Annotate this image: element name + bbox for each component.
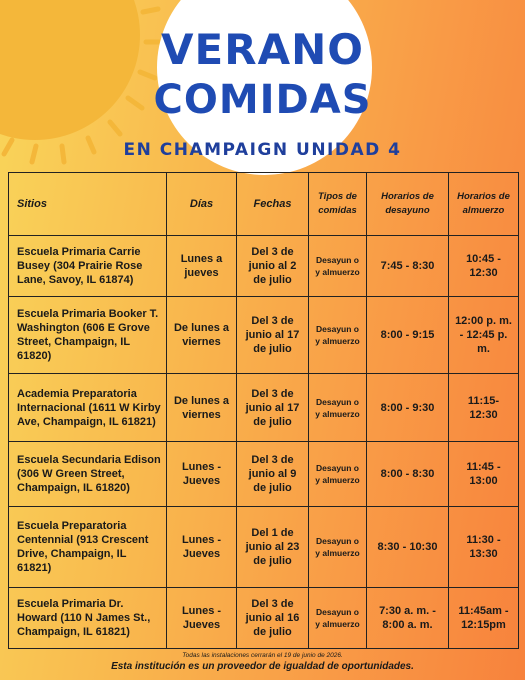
cell-sitio: Escuela Preparatoria Centennial (913 Crescent Drive, Champaign, IL 61821) (9, 507, 167, 588)
header-almuerzo: Horarios de almuerzo (449, 173, 519, 236)
cell-tipos: Desayun o y almuerzo (309, 236, 367, 297)
title-line-1: VERANO (161, 25, 364, 74)
header-desayuno: Horarios de desayuno (367, 173, 449, 236)
table-row (9, 442, 519, 507)
table-row (9, 374, 519, 442)
header-tipos: Tipos de comidas (309, 173, 367, 236)
cell-dias: Lunes - Jueves (167, 442, 237, 507)
header-fechas: Fechas (237, 173, 309, 236)
cell-dias: De lunes a viernes (167, 297, 237, 374)
meal-sites-table (8, 172, 519, 649)
cell-sitio: Academia Preparatoria Internacional (1611 W Kirby Ave, Champaign, IL 61821) (9, 374, 167, 442)
cell-desayuno: 8:00 - 8:30 (367, 442, 449, 507)
cell-desayuno: 8:00 - 9:30 (367, 374, 449, 442)
header-sitios: Sitios (9, 173, 167, 236)
cell-dias: Lunes - Jueves (167, 588, 237, 649)
cell-dias: De lunes a viernes (167, 374, 237, 442)
cell-tipos: Desayun o y almuerzo (309, 374, 367, 442)
cell-sitio: Escuela Primaria Dr. Howard (110 N James St., Champaign, IL 61821) (9, 588, 167, 649)
title-line-2: COMIDAS (153, 77, 372, 123)
cell-almuerzo: 12:00 p. m. - 12:45 p. m. (449, 297, 519, 374)
cell-fechas: Del 3 de junio al 16 de julio (237, 588, 309, 649)
cell-sitio: Escuela Primaria Booker T. Washington (606 E Grove Street, Champaign, IL 61820) (9, 297, 167, 374)
cell-fechas: Del 3 de junio al 9 de julio (237, 442, 309, 507)
cell-tipos: Desayun o y almuerzo (309, 442, 367, 507)
cell-almuerzo: 11:45 - 13:00 (449, 442, 519, 507)
table-header-row (9, 173, 519, 236)
cell-sitio: Escuela Primaria Carrie Busey (304 Prairie Rose Lane, Savoy, IL 61874) (9, 236, 167, 297)
cell-tipos: Desayun o y almuerzo (309, 297, 367, 374)
cell-desayuno: 8:30 - 10:30 (367, 507, 449, 588)
cell-fechas: Del 3 de junio al 2 de julio (237, 236, 309, 297)
subtitle: EN CHAMPAIGN UNIDAD 4 (123, 140, 402, 160)
cell-desayuno: 7:30 a. m. - 8:00 a. m. (367, 588, 449, 649)
cell-tipos: Desayun o y almuerzo (309, 588, 367, 649)
cell-almuerzo: 11:45am - 12:15pm (449, 588, 519, 649)
cell-dias: Lunes a jueves (167, 236, 237, 297)
table-row (9, 507, 519, 588)
cell-fechas: Del 1 de junio al 23 de julio (237, 507, 309, 588)
closing-note: Todas las instalaciones cerrarán el 19 de junio de 2026. (182, 652, 343, 659)
header-dias: Días (167, 173, 237, 236)
cell-desayuno: 7:45 - 8:30 (367, 236, 449, 297)
cell-almuerzo: 11:15- 12:30 (449, 374, 519, 442)
cell-almuerzo: 11:30 - 13:30 (449, 507, 519, 588)
cell-dias: Lunes - Jueves (167, 507, 237, 588)
cell-sitio: Escuela Secundaria Edison (306 W Green Street, Champaign, IL 61820) (9, 442, 167, 507)
cell-tipos: Desayun o y almuerzo (309, 507, 367, 588)
table-row (9, 297, 519, 374)
equal-opportunity-statement: Esta institución es un proveedor de igualdad de oportunidades. (111, 661, 414, 672)
cell-fechas: Del 3 de junio al 17 de julio (237, 297, 309, 374)
cell-almuerzo: 10:45 - 12:30 (449, 236, 519, 297)
table-row (9, 236, 519, 297)
cell-desayuno: 8:00 - 9:15 (367, 297, 449, 374)
table-row (9, 588, 519, 649)
cell-fechas: Del 3 de junio al 17 de julio (237, 374, 309, 442)
